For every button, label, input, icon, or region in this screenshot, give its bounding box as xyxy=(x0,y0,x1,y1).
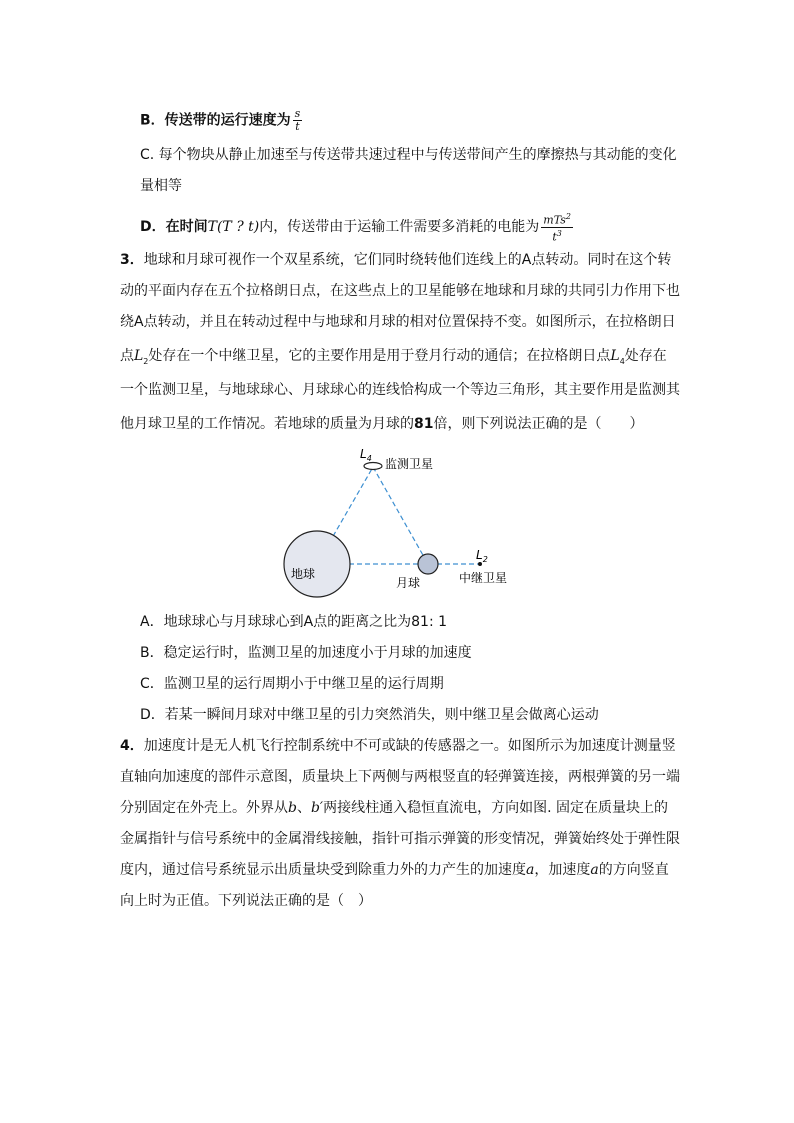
q2-option-b-text: B．传送带的运行速度为 xyxy=(140,112,291,129)
question-number: 3． xyxy=(120,252,144,268)
terminal-b: b xyxy=(288,800,297,816)
lagrange-symbol: L xyxy=(610,348,620,364)
lagrange-subscript: 2 xyxy=(143,356,149,366)
q4-line3-sep: 、 xyxy=(296,800,311,816)
q2-option-d-prefix: D．在时间 xyxy=(140,219,208,236)
q3-line2: 动的平面内存在五个拉格朗日点，在这些点上的卫星能够在地球和月球的共同引力作用下也 xyxy=(120,283,680,299)
q3-line1-text: 地球和月球可视作一个双星系统，它们同时绕转他们连线上的A点转动。同时在这个转 xyxy=(143,252,672,268)
acceleration-var: a xyxy=(590,862,599,878)
l2-label xyxy=(476,548,488,564)
l2-label-letter: L xyxy=(476,548,483,562)
q4-line6: 向上时为正值。下列说法正确的是（ ） xyxy=(120,893,372,909)
l4-to-moon-line xyxy=(373,467,428,564)
earth-label: 地球 xyxy=(291,567,316,581)
q4-line5-c: 的方向竖直 xyxy=(598,862,669,878)
l4-label xyxy=(360,447,372,463)
q3-line6-text: 他月球卫星的工作情况。若地球的质量为月球的 xyxy=(120,416,414,432)
monitor-satellite-icon xyxy=(364,463,382,470)
fraction-numerator-exponent: 2 xyxy=(565,212,571,221)
q4-line5-a: 度内，通过信号系统显示出质量块受到除重力外的力产生的加速度 xyxy=(120,862,526,878)
q4-line2: 直轴向加速度的部件示意图，质量块上下两侧与两根竖直的轻弹簧连接，两根弹簧的另一端 xyxy=(120,769,680,785)
q3-mass-ratio: 81 xyxy=(414,416,434,432)
q3-option-b: B．稳定运行时，监测卫星的加速度小于月球的加速度 xyxy=(140,645,472,661)
l2-label-subscript: 2 xyxy=(482,555,488,564)
q3-line4-b: 处存在一个中继卫星，它的主要作用是用于登月行动的通信；在拉格朗日点 xyxy=(148,348,611,364)
moon-circle xyxy=(418,554,438,574)
q4-line1 xyxy=(120,736,676,756)
fraction-numerator-text: mTs xyxy=(543,213,566,227)
q3-line5: 一个监测卫星，与地球球心、月球球心的连线恰构成一个等边三角形，其主要作用是监测其 xyxy=(120,382,680,398)
q2-option-d-text: 内，传送带由于运输工件需要多消耗的电能为 xyxy=(259,219,540,236)
relay-satellite-label: 中继卫星 xyxy=(459,571,508,585)
relay-satellite-icon xyxy=(478,562,482,566)
acceleration-var: a xyxy=(526,862,535,878)
monitor-satellite-label: 监测卫星 xyxy=(385,457,434,471)
q3-line3: 绕A点转动，并且在转动过程中与地球和月球的相对位置保持不变。如图所示，在拉格朗日 xyxy=(120,314,676,330)
l4-label-letter: L xyxy=(360,447,367,461)
q3-option-d: D．若某一瞬间月球对中继卫星的引力突然消失，则中继卫星会做离心运动 xyxy=(140,707,599,723)
q2-option-d-condition: (T ? t) xyxy=(216,219,260,236)
q3-option-c: C．监测卫星的运行周期小于中继卫星的运行周期 xyxy=(140,676,444,692)
q2-option-d-var-t: T xyxy=(207,219,217,236)
q4-line4: 金属指针与信号系统中的金属滑线接触，指针可指示弹簧的形变情况，弹簧始终处于弹性限 xyxy=(120,831,680,847)
question-number: 4． xyxy=(120,738,144,754)
fraction-denominator-exponent: 3 xyxy=(556,228,562,238)
q3-line4-c: 处存在 xyxy=(624,348,667,364)
q4-line1-text: 加速度计是无人机飞行控制系统中不可或缺的传感器之一。如图所示为加速度计测量竖 xyxy=(143,738,676,754)
terminal-b-prime: b′ xyxy=(310,800,324,816)
fraction-denominator-text: t xyxy=(552,230,557,244)
earth-circle xyxy=(284,531,350,597)
l4-label-subscript: 4 xyxy=(366,454,372,463)
moon-label: 月球 xyxy=(396,576,421,590)
q4-line3-e: 两接线柱通入稳恒直流电，方向如图. 固定在质量块上的 xyxy=(323,800,669,816)
q4-line5 xyxy=(120,860,669,880)
lagrange-subscript: 4 xyxy=(619,356,625,366)
q4-line3 xyxy=(120,798,668,818)
fraction-denominator: t xyxy=(295,120,300,133)
q4-line3-a: 分别固定在外壳上。外界从 xyxy=(120,800,288,816)
q3-line4-a: 点 xyxy=(120,348,134,364)
fraction-numerator: s xyxy=(294,107,301,120)
q3-option-a: A．地球球心与月球球心到A点的距离之比为81: 1 xyxy=(140,614,448,630)
q3-line6-end: 倍，则下列说法正确的是（ ） xyxy=(433,416,644,432)
q2-option-c-line1: C. 每个物块从静止加速至与传送带共速过程中与传送带间产生的摩擦热与其动能的变化 xyxy=(140,147,677,163)
q2-option-c-line2: 量相等 xyxy=(140,178,182,194)
lagrange-symbol: L xyxy=(134,348,144,364)
q4-line5-b: ，加速度 xyxy=(534,862,591,878)
